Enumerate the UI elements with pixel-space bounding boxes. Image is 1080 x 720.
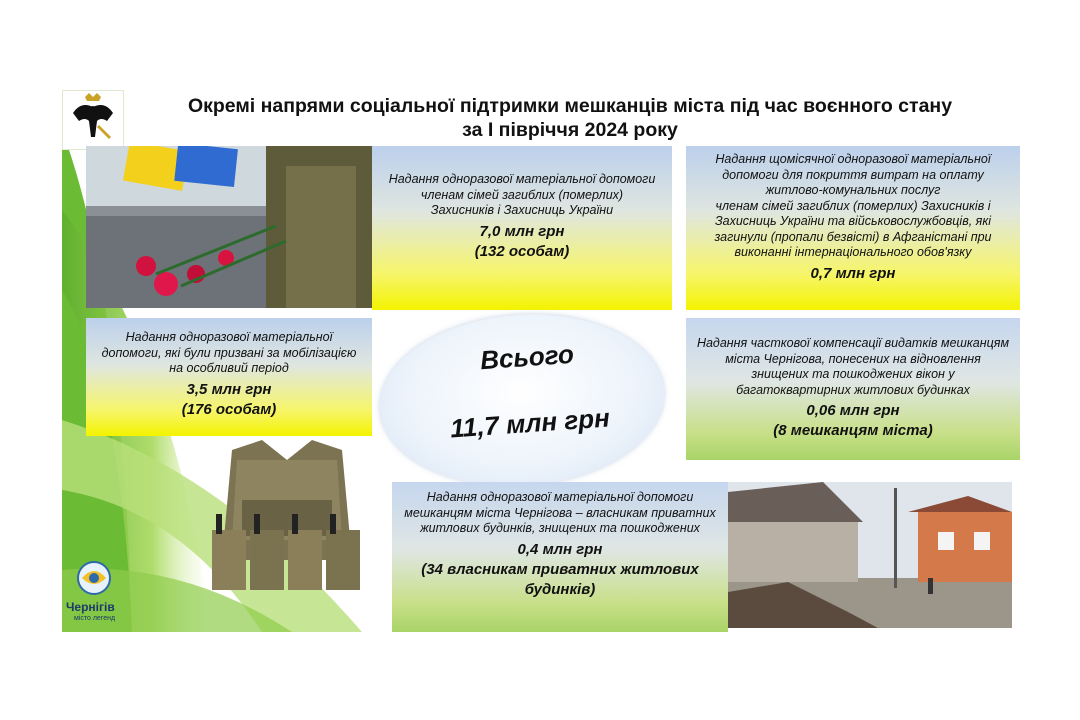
box-recipients: (8 мешканцям міста) [773, 422, 933, 439]
box-description: Надання одноразової матеріальної допомоги членам сімей загиблих (померлих) Захисників і Захисниць України [388, 172, 656, 217]
box-amount: 0,06 млн грн [806, 402, 900, 419]
page-title [130, 94, 1010, 142]
support-box-private-houses [392, 482, 728, 632]
box-recipients: (132 особам) [474, 242, 570, 260]
title-line-1: Окремі напрями соціальної підтримки мешканців міста під час воєнного стану [187, 95, 953, 117]
support-box-mobilized [86, 318, 372, 436]
chernihiv-logo-icon [76, 560, 112, 596]
box-description: Надання часткової компенсації видатків мешканцям міста Чернігова, понесених на відновлення знищених та пошкоджених вікон у багатоквартирних житлових будинках [696, 336, 1010, 397]
box-description: Надання щомісячної одноразової матеріальної допомоги для покриття витрат на оплату житлово-комунальних послуг членам сімей загиблих (померлих) Захисників і Захисниць України та військовослужбовців, які загинули (пропали безвісті) в Афганістані при виконанні інтернаціонального обов'язку [714, 152, 992, 259]
box-amount: 7,0 млн грн [479, 222, 565, 240]
memorial-photo [86, 146, 372, 308]
logo-city-name: Чернігів [66, 600, 115, 614]
slide [62, 90, 1020, 632]
box-recipients: (34 власникам приватних житлових будинків) [421, 560, 699, 598]
support-box-windows [686, 318, 1020, 460]
box-amount: 0,4 млн грн [517, 540, 603, 558]
title-line-2: за I півріччя 2024 року [462, 119, 678, 141]
total-label: Всього [479, 338, 575, 376]
support-box-fallen-families [372, 146, 672, 310]
body-armor-vest-image [202, 430, 372, 600]
box-recipients: (176 особам) [181, 400, 277, 418]
support-box-monthly-utilities [686, 146, 1020, 310]
box-description: Надання одноразової матеріальної допомоги, які були призвані за мобілізацією на особливий період [101, 330, 357, 375]
logo-tagline: місто легенд [74, 615, 116, 622]
damaged-houses-photo [728, 482, 1012, 628]
box-amount: 0,7 млн грн [810, 264, 896, 282]
chernihiv-coat-of-arms-icon [62, 90, 124, 150]
box-description: Надання одноразової матеріальної допомоги мешканцям міста Чернігова – власникам приватних житлових будинків, знищених та пошкоджених [404, 490, 716, 535]
total-value: 11,7 млн грн [449, 402, 611, 444]
box-amount: 3,5 млн грн [186, 380, 272, 398]
